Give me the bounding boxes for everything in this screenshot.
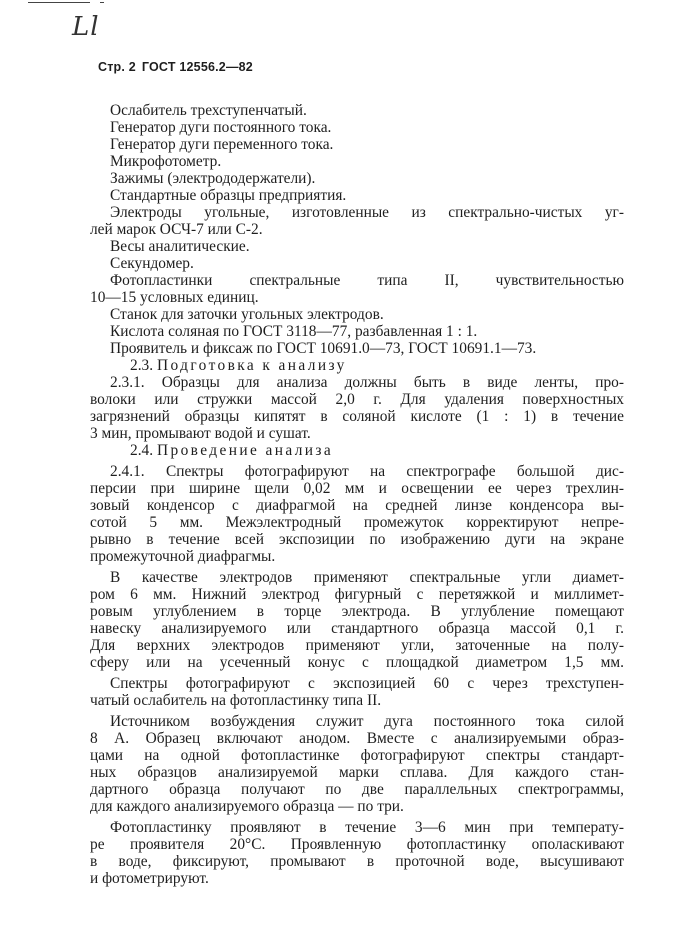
paragraph-line: сферу или на усеченный конус с площадкой диаметром 1,5 мм. — [90, 654, 624, 671]
list-item: Станок для заточки угольных электродов. — [110, 306, 384, 323]
paragraph-excitation — [90, 713, 624, 815]
paragraph-line: волоки или стружки массой 2,0 г. Для удаления поверхностных — [90, 391, 624, 408]
paragraph-line: цами на одной фотопластинке фотографируют спектры стандарт- — [90, 747, 624, 764]
scan-mark — [28, 2, 90, 3]
paragraph-line: рывно в течение всей экспозиции по изображению дуги на экране — [90, 531, 624, 548]
list-item: Проявитель и фиксаж по ГОСТ 10691.0—73, ГОСТ 10691.1—73. — [110, 340, 537, 357]
section-number: 2.4. — [130, 442, 154, 459]
list-item: Кислота соляная по ГОСТ 3118—77, разбавленная 1 : 1. — [110, 323, 478, 340]
paragraph-electrodes — [90, 569, 624, 671]
scan-mark — [100, 2, 104, 3]
equipment-list — [90, 102, 624, 357]
list-item: Электроды угольные, изготовленные из спектрально-чистых уг- — [110, 204, 624, 221]
paragraph-2-4-1 — [90, 463, 624, 565]
paragraph-line: промежуточной диафрагмы. — [90, 548, 276, 565]
paragraph-line: 2.4.1. Спектры фотографируют на спектрографе большой дис- — [110, 463, 624, 480]
paragraph-line: ровым углублением в торце электрода. В углубление помещают — [90, 603, 624, 620]
section-heading-2-3 — [110, 357, 624, 374]
paragraph-line: ром 6 мм. Нижний электрод фигурный с перетяжкой и миллимет- — [90, 586, 624, 603]
paragraph-line: ных образцов анализируемой марки сплава. Для каждого стан- — [90, 764, 624, 781]
page-header — [98, 60, 253, 74]
handwritten-mark: Ll — [72, 12, 100, 42]
list-item: Зажимы (электрододержатели). — [110, 170, 316, 187]
list-item: Стандартные образцы предприятия. — [110, 187, 347, 204]
paragraph-line: 2.3.1. Образцы для анализа должны быть в виде ленты, про- — [110, 374, 624, 391]
list-item: Секундомер. — [110, 255, 194, 272]
paragraph-line: Источником возбуждения служит дуга постоянного тока силой — [110, 713, 624, 730]
paragraph-line: ре проявителя 20°С. Проявленную фотопластинку ополаскивают — [90, 836, 624, 853]
section-heading-2-4 — [90, 442, 624, 459]
paragraph-line: зовый конденсор с диафрагмой на средней линзе конденсора вы- — [90, 497, 624, 514]
paragraph-line: навеску анализируемого или стандартного образца массой 0,1 г. — [90, 620, 624, 637]
list-item: Фотопластинки спектральные типа II, чувствительностью — [110, 272, 624, 289]
list-item: Ослабитель трехступенчатый. — [110, 102, 307, 119]
paragraph-line: загрязнений образцы кипятят в соляной кислоте (1 : 1) в течение — [90, 408, 624, 425]
list-item: Генератор дуги постоянного тока. — [110, 119, 332, 136]
list-item-continuation: 10—15 условных единиц. — [90, 289, 259, 306]
standard-number: ГОСТ 12556.2—82 — [141, 60, 253, 74]
section-title: Подготовка к анализу — [156, 357, 347, 374]
list-item-continuation: лей марок ОСЧ-7 или С-2. — [90, 221, 263, 238]
paragraph-line: дартного образца получают по две параллельных спектрограммы, — [90, 781, 624, 798]
list-item: Генератор дуги переменного тока. — [110, 136, 334, 153]
paragraph-line: персии при ширине щели 0,02 мм и освещении ее через трехлин- — [90, 480, 624, 497]
paragraph-line: для каждого анализируемого образца — по три. — [90, 798, 404, 815]
list-item: Весы аналитические. — [110, 238, 250, 255]
paragraph-exposure — [90, 675, 624, 709]
section-number: 2.3. — [130, 357, 154, 374]
paragraph-line: и фотометрируют. — [90, 870, 209, 887]
paragraph-line: сотой 5 мм. Межэлектродный промежуток корректируют непре- — [90, 514, 624, 531]
list-item: Микрофотометр. — [110, 153, 222, 170]
paragraph-line: чатый ослабитель на фотопластинку типа II. — [90, 692, 382, 709]
paragraph-line: Спектры фотографируют с экспозицией 60 с через трехступен- — [110, 675, 624, 692]
paragraph-line: Фотопластинку проявляют в течение 3—6 мин при температу- — [110, 819, 624, 836]
document-body — [90, 102, 624, 887]
paragraph-line: Для верхних электродов применяют угли, заточенные на полу- — [90, 637, 624, 654]
paragraph-2-3-1 — [90, 374, 624, 442]
paragraph-line: В качестве электродов применяют спектральные угли диамет- — [110, 569, 624, 586]
paragraph-line: 3 мин, промывают водой и сушат. — [90, 425, 311, 442]
section-title: Проведение анализа — [156, 442, 334, 459]
paragraph-line: 8 А. Образец включают анодом. Вместе с анализируемыми образ- — [90, 730, 624, 747]
paragraph-development — [90, 819, 624, 887]
paragraph-line: в воде, фиксируют, промывают в проточной воде, высушивают — [90, 853, 624, 870]
page-number: Стр. 2 — [98, 60, 136, 74]
